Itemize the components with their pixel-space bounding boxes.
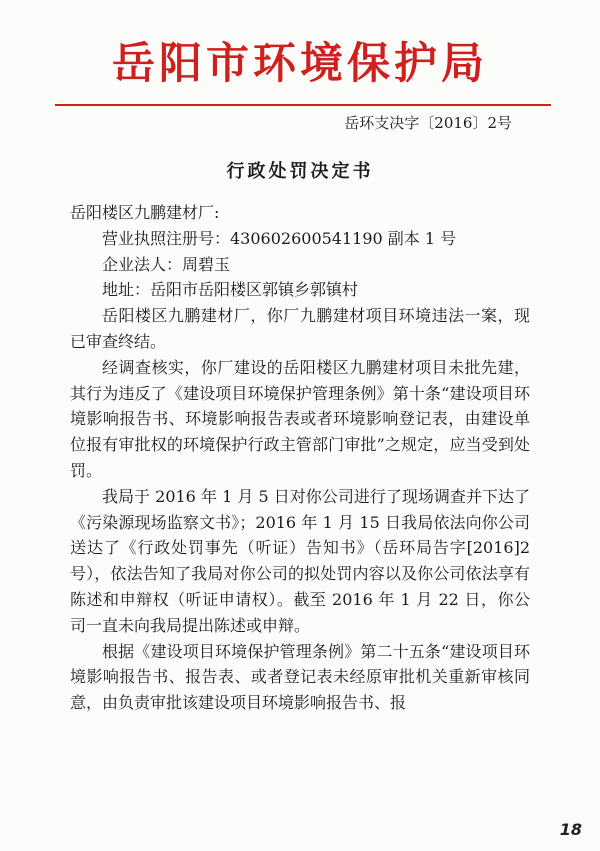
paragraph: 我局于 2016 年 1 月 5 日对你公司进行了现场调查并下达了《污染源现场监察文书》；2016 年 1 月 15 日我局依法向你公司送达了《行政处罚事先（听证）告知书》（岳环局告字[2016]2 号），依法告知了我局对你公司的拟处罚内容以及你公司依法享有陈述和申辩权（听证申请权）。截至 2016 年 1 月 22 日，你公司一直未向我局提出陈述或申辩。: [70, 486, 530, 635]
red-divider: [55, 104, 551, 106]
paragraph: 根据《建设项目环境保护管理条例》第二十五条“建设项目环境影响报告书、报告表、或者登记表未经原审批机关重新审核同意，由负责审批该建设项目环境影响报告书、报: [70, 641, 530, 713]
legal-person: 企业法人：周碧玉: [102, 254, 231, 274]
address: 地址：岳阳市岳阳楼区郭镇乡郭镇村: [102, 280, 359, 300]
document-body: [70, 200, 530, 716]
paragraph: 经调查核实，你厂建设的岳阳楼区九鹏建材项目未批先建，其行为违反了《建设项目环境保护管理条例》第十条“建设项目环境影响报告书、环境影响报告表或者环境影响登记表，由建设单位报有审批权的环境保护行政主管部门审批”之规定，应当受到处罚。: [70, 357, 530, 480]
paragraph: 岳阳楼区九鹏建材厂，你厂九鹏建材项目环境违法一案，现已审查终结。: [70, 306, 530, 351]
document-title: 行政处罚决定书: [226, 161, 374, 182]
page-number: 18: [559, 820, 582, 839]
registration-number: 营业执照注册号：430602600541190 副本 1 号: [102, 228, 457, 248]
document-number: 岳环支决字〔2016〕2号: [344, 114, 512, 132]
recipient-name: 岳阳楼区九鹏建材厂:: [70, 203, 220, 222]
agency-masthead: 岳阳市环境保护局: [112, 39, 488, 89]
